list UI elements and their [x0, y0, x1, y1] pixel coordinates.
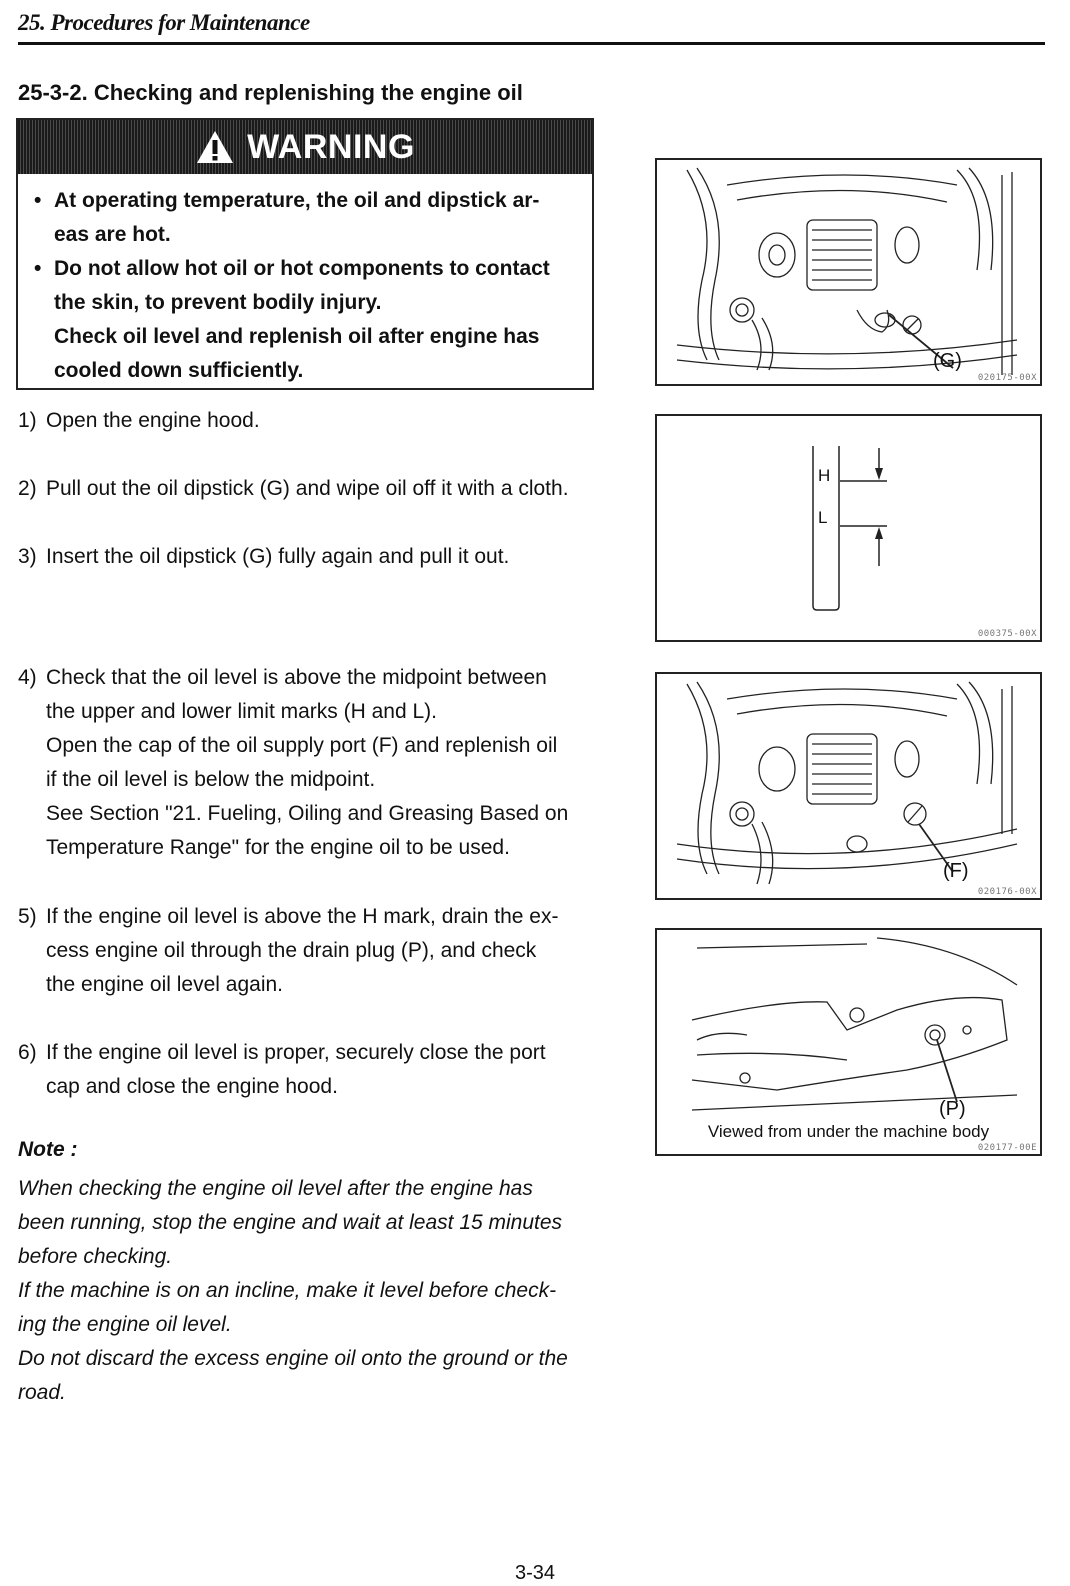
note-heading: Note :: [18, 1138, 78, 1161]
warning-list: [18, 184, 592, 388]
step-1: [18, 404, 598, 438]
figure-label-g: (G): [933, 350, 962, 372]
figure-label-l: L: [818, 508, 828, 527]
engine-compartment-illustration: [657, 160, 1040, 384]
page-number: 3-34: [514, 1562, 556, 1584]
dipstick-diagram: [657, 416, 1040, 640]
figure-dipstick-location: [655, 158, 1042, 386]
step-text: If the engine oil level is proper, securely close the port: [46, 1041, 546, 1064]
step-text: Open the engine hood.: [46, 409, 260, 432]
warning-title: WARNING: [247, 127, 415, 166]
engine-compartment-illustration: [657, 674, 1040, 898]
warning-triangle-icon: [195, 129, 235, 165]
figure-oil-supply-port: [655, 672, 1042, 900]
step-6: [18, 1036, 598, 1104]
figure-code: 020177-00E: [977, 1143, 1037, 1153]
figure-label-h: H: [818, 466, 831, 485]
warning-line: cooled down sufficiently.: [54, 359, 304, 382]
step-text: Open the cap of the oil supply port (F) and replenish oil: [46, 734, 558, 757]
step-text: Check that the oil level is above the midpoint between: [46, 666, 547, 689]
drain-plug-illustration: [657, 930, 1040, 1154]
step-text: the upper and lower limit marks (H and L).: [46, 700, 437, 723]
step-text: If the engine oil level is above the H mark, drain the ex-: [46, 905, 559, 928]
section-title: 25-3-2. Checking and replenishing the engine oil: [18, 80, 523, 105]
note-body: [18, 1172, 598, 1410]
warning-box: [16, 118, 594, 390]
step-number: 1): [18, 409, 37, 432]
figure-drain-plug: [655, 928, 1042, 1156]
step-4: [18, 661, 598, 865]
figure-caption: Viewed from under the machine body: [707, 1122, 990, 1141]
step-text: cap and close the engine hood.: [46, 1075, 338, 1098]
step-number: 3): [18, 545, 37, 568]
step-text: the engine oil level again.: [46, 973, 284, 996]
step-3: [18, 540, 598, 574]
note-line: road.: [18, 1381, 66, 1404]
note-line: been running, stop the engine and wait at least 15 minutes: [18, 1211, 563, 1234]
step-number: 6): [18, 1041, 37, 1064]
step-text: cess engine oil through the drain plug (P), and check: [46, 939, 537, 962]
step-2: [18, 472, 598, 506]
note-line: before checking.: [18, 1245, 173, 1268]
note-line: Do not discard the excess engine oil onto the ground or the: [18, 1347, 568, 1370]
warning-header: [18, 120, 592, 174]
step-number: 5): [18, 905, 37, 928]
warning-line: eas are hot.: [54, 223, 171, 246]
warning-line: the skin, to prevent bodily injury.: [54, 291, 382, 314]
figure-dipstick-marks: [655, 414, 1042, 642]
step-number: 2): [18, 477, 37, 500]
step-text: See Section "21. Fueling, Oiling and Greasing Based on: [46, 802, 569, 825]
step-text: if the oil level is below the midpoint.: [46, 768, 376, 791]
step-number: 4): [18, 666, 37, 689]
note-line: When checking the engine oil level after the engine has: [18, 1177, 533, 1200]
figure-label-p: (P): [939, 1098, 966, 1120]
figure-code: 020176-00X: [977, 887, 1037, 897]
page-header: [18, 8, 1045, 45]
step-text: Temperature Range" for the engine oil to be used.: [46, 836, 510, 859]
header-title: 25. Procedures for Maintenance: [18, 10, 310, 35]
note-line: ing the engine oil level.: [18, 1313, 232, 1336]
note-line: If the machine is on an incline, make it level before check-: [18, 1279, 557, 1302]
step-text: Pull out the oil dipstick (G) and wipe oil off it with a cloth.: [46, 477, 569, 500]
figure-code: 020175-00X: [977, 373, 1037, 383]
figure-label-f: (F): [943, 860, 969, 882]
warning-line: • Do not allow hot oil or hot components to contact: [54, 252, 578, 286]
step-5: [18, 900, 598, 1002]
warning-line: Check oil level and replenish oil after engine has: [54, 325, 540, 348]
step-text: Insert the oil dipstick (G) fully again and pull it out.: [46, 545, 510, 568]
warning-line: • At operating temperature, the oil and dipstick ar-: [54, 184, 578, 218]
figure-code: 000375-00X: [977, 629, 1037, 639]
